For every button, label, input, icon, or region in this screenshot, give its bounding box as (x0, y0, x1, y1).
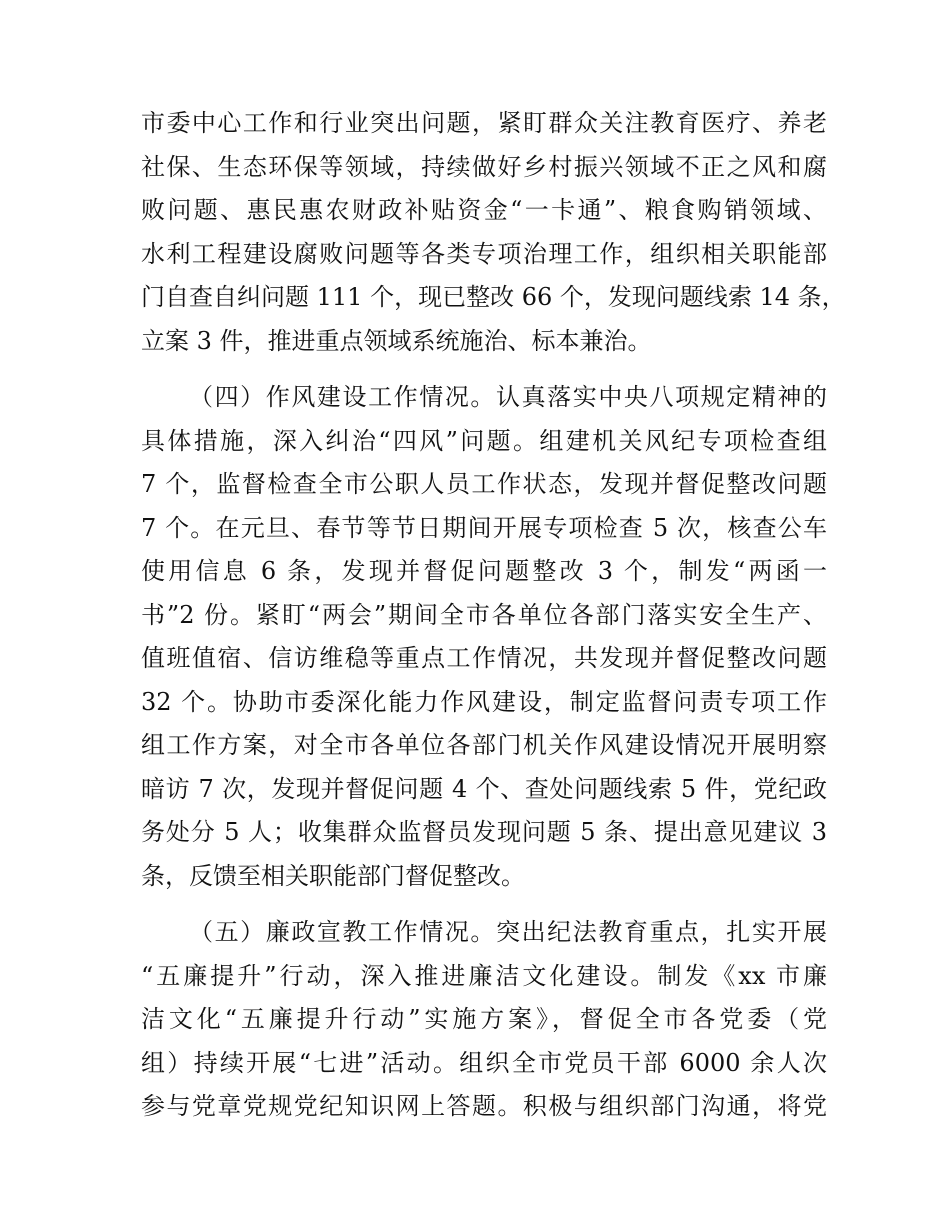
paragraph-heading-line: （五）廉政宣教工作情况。突出纪法教育重点，扎实开展 (189, 918, 827, 946)
paragraph-heading-line: （四）作风建设工作情况。认真落实中央八项规定精神的 (189, 383, 827, 411)
text-line: 市委中心工作和行业突出问题，紧盯群众关注教育医疗、养老 (141, 109, 827, 137)
text-line: 具体措施，深入纠治“四风”问题。组建机关风纪专项检查组 (141, 426, 827, 455)
document-body (141, 102, 846, 1142)
text-line: 水利工程建设腐败问题等各类专项治理工作，组织相关职能部 (141, 239, 827, 268)
text-line: 洁文化“五廉提升行动”实施方案》，督促全市各党委（党 (141, 1005, 827, 1033)
paragraph-continued (141, 102, 846, 363)
text-line: 条，反馈至相关职能部门督促整改。 (141, 861, 525, 890)
text-line: 书”2 份。紧盯“两会”期间全市各单位各部门落实安全生产、 (141, 600, 827, 629)
text-line: 立案 3 件，推进重点领域系统施治、标本兼治。 (141, 326, 652, 355)
text-line: 7 个。在元旦、春节等节日期间开展专项检查 5 次，核查公车 (141, 513, 827, 542)
text-line: 暗访 7 次，发现并督促问题 4 个、查处问题线索 5 件，党纪政 (141, 774, 827, 803)
text-line: 32 个。协助市委深化能力作风建设，制定监督问责专项工作 (141, 687, 827, 716)
text-line: 败问题、惠民惠农财政补贴资金“一卡通”、粮食购销领域、 (141, 196, 827, 224)
text-line: “五廉提升”行动，深入推进廉洁文化建设。制发《xx 市廉 (141, 961, 827, 990)
text-line: 组工作方案，对全市各单位各部门机关作风建设情况开展明察 (141, 731, 827, 759)
text-line: 使用信息 6 条，发现并督促问题整改 3 个，制发“两函一 (141, 557, 827, 585)
paragraph-work-style (141, 376, 827, 898)
text-line: 门自查自纠问题 111 个，现已整改 66 个，发现问题线索 14 条， (141, 283, 846, 311)
text-line: 社保、生态环保等领域，持续做好乡村振兴领域不正之风和腐 (141, 152, 827, 181)
text-line: 7 个，监督检查全市公职人员工作状态，发现并督促整改问题 (141, 470, 827, 498)
text-line: 参与党章党规党纪知识网上答题。积极与组织部门沟通，将党 (141, 1092, 827, 1120)
paragraph-integrity-education (141, 911, 827, 1129)
text-line: 值班值宿、信访维稳等重点工作情况，共发现并督促整改问题 (141, 644, 827, 672)
text-line: 务处分 5 人；收集群众监督员发现问题 5 条、提出意见建议 3 (141, 818, 827, 846)
text-line: 组）持续开展“七进”活动。组织全市党员干部 6000 余人次 (141, 1048, 827, 1077)
